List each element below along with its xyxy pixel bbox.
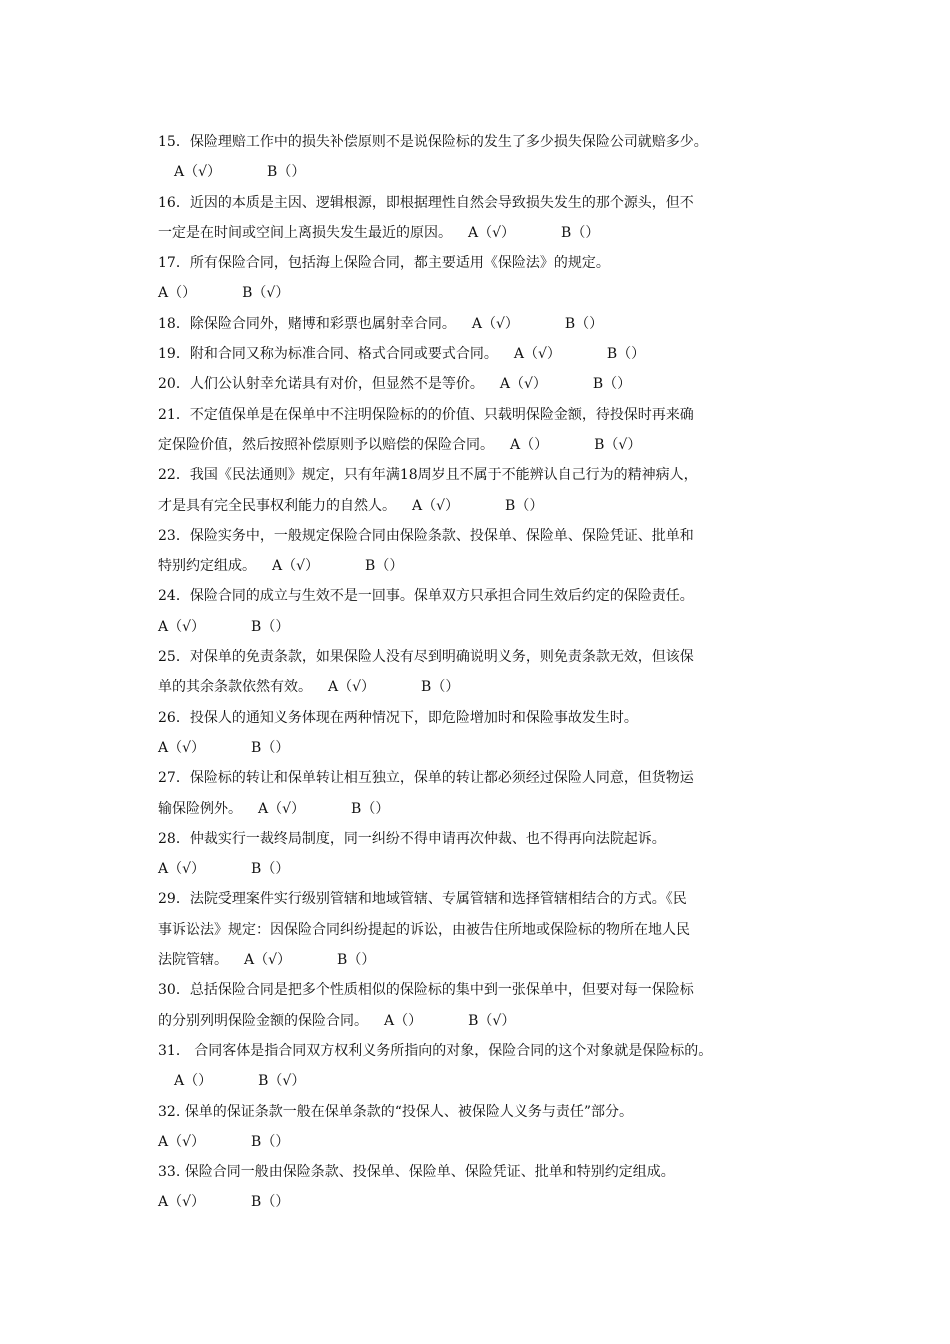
answer-b: B（） [561, 224, 600, 241]
question-28-answers [158, 854, 818, 884]
question-32-answers [158, 1127, 818, 1157]
question-31-answers [158, 1066, 818, 1096]
question-25-text-cont: 单的其余条款依然有效。 A（√） B（） [158, 679, 460, 696]
answer-a: A（√） [328, 679, 376, 696]
answer-b: B（） [251, 861, 290, 878]
answer-a: A（√） [513, 346, 561, 363]
answer-b: B（） [251, 739, 290, 756]
answer-b: B（） [564, 315, 604, 332]
question-22-text-cont: 才是具有完全民事权利能力的自然人。 A（√） B（） [158, 497, 544, 514]
answer-a: A（√） [158, 861, 206, 878]
answer-a: A（√） [468, 224, 516, 241]
answer-b: B（√） [468, 1012, 516, 1029]
question-17-answers [158, 278, 818, 308]
answer-b: B（） [267, 164, 306, 181]
question-18-text: 18．除保险合同外，赌博和彩票也属射幸合同。 A（√） B（） [158, 315, 604, 332]
question-31-text: 31． 合同客体是指合同双方权利义务所指向的对象，保险合同的这个对象就是保险标的。 [158, 1042, 713, 1059]
answer-b: B（√） [242, 285, 290, 302]
question-24-answers [158, 612, 818, 642]
answer-b: B（） [251, 618, 290, 635]
question-list [158, 127, 818, 1218]
answer-b: B（） [337, 952, 376, 969]
answer-a: A（√） [272, 558, 320, 575]
answer-b: B（） [365, 558, 404, 575]
question-28-text: 28．仲裁实行一裁终局制度，同一纠纷不得申请再次仲裁、也不得再向法院起诉。 [158, 830, 666, 847]
answer-a: A（√） [258, 800, 306, 817]
question-19-text: 19．附和合同又称为标准合同、格式合同或要式合同。 A（√） B（） [158, 346, 646, 363]
question-20-text: 20．人们公认射幸允诺具有对价，但显然不是等价。 A（√） B（） [158, 376, 632, 393]
answer-a: A（√） [412, 497, 460, 514]
question-27-text: 27．保险标的转让和保单转让相互独立，保单的转让都必须经过保险人同意，但货物运 [158, 770, 694, 787]
question-26-answers [158, 733, 818, 763]
answer-b: B（） [251, 1133, 290, 1150]
question-21-text: 21．不定值保单是在保单中不注明保险标的的价值、只载明保险金额，待投保时再来确 [158, 406, 694, 423]
answer-a: A（√） [174, 164, 222, 181]
question-29-text: 29．法院受理案件实行级别管辖和地域管辖、专属管辖和选择管辖相结合的方式。《民 [158, 891, 687, 908]
answer-b: B（） [251, 1194, 290, 1211]
answer-b: B（） [592, 376, 632, 393]
answer-b: B（√） [594, 436, 642, 453]
question-24-text: 24．保险合同的成立与生效不是一回事。保单双方只承担合同生效后约定的保险责任。 [158, 588, 694, 605]
answer-b: B（） [351, 800, 390, 817]
question-23-text: 23．保险实务中，一般规定保险合同由保险条款、投保单、保险单、保险凭证、批单和 [158, 527, 694, 544]
answer-b: B（） [421, 679, 460, 696]
question-29-text-cont2: 法院管辖。 A（√） B（） [158, 952, 376, 969]
answer-a: A（） [384, 1012, 423, 1029]
answer-a: A（） [510, 436, 549, 453]
answer-a: A（） [174, 1073, 213, 1090]
question-21-text-cont: 定保险价值，然后按照补偿原则予以赔偿的保险合同。 A（） B（√） [158, 436, 642, 453]
question-15-answers [158, 157, 818, 187]
question-16-text: 16．近因的本质是主因、逻辑根源，即根据理性自然会导致损失发生的那个源头，但不 [158, 194, 694, 211]
answer-a: A（√） [244, 952, 292, 969]
question-30-text: 30．总括保险合同是把多个性质相似的保险标的集中到一张保单中，但要对每一保险标 [158, 982, 694, 999]
answer-a: A（√） [471, 315, 519, 332]
answer-a: A（） [158, 285, 197, 302]
question-29-text-cont: 事诉讼法》规定：因保险合同纠纷提起的诉讼，由被告住所地或保险标的物所在地人民 [158, 921, 690, 938]
question-30-text-cont: 的分别列明保险金额的保险合同。 A（） B（√） [158, 1012, 516, 1029]
answer-a: A（√） [158, 1194, 206, 1211]
answer-b: B（） [606, 346, 646, 363]
question-33-text: 33. 保险合同一般由保险条款、投保单、保险单、保险凭证、批单和特别约定组成。 [158, 1164, 675, 1181]
question-23-text-cont: 特别约定组成。 A（√） B（） [158, 558, 404, 575]
question-27-text-cont: 输保险例外。 A（√） B（） [158, 800, 390, 817]
question-16-text-cont: 一定是在时间或空间上离损失发生最近的原因。 A（√） B（） [158, 224, 600, 241]
answer-b: B（√） [258, 1073, 306, 1090]
answer-a: A（√） [158, 739, 206, 756]
answer-a: A（√） [158, 618, 206, 635]
question-25-text: 25．对保单的免责条款，如果保险人没有尽到明确说明义务，则免责条款无效，但该保 [158, 649, 694, 666]
answer-a: A（√） [499, 376, 547, 393]
question-26-text: 26．投保人的通知义务体现在两种情况下，即危险增加时和保险事故发生时。 [158, 709, 638, 726]
question-15-text: 15．保险理赔工作中的损失补偿原则不是说保险标的发生了多少损失保险公司就赔多少。 [158, 134, 708, 150]
question-22-text: 22．我国《民法通则》规定，只有年满18周岁且不属于不能辨认自己行为的精神病人， [158, 467, 698, 484]
answer-b: B（） [505, 497, 544, 514]
question-32-text: 32. 保单的保证条款一般在保单条款的“投保人、被保险人义务与责任”部分。 [158, 1103, 634, 1120]
question-33-answers [158, 1187, 818, 1217]
question-17-text: 17．所有保险合同，包括海上保险合同，都主要适用《保险法》的规定。 [158, 255, 610, 272]
answer-a: A（√） [158, 1133, 206, 1150]
